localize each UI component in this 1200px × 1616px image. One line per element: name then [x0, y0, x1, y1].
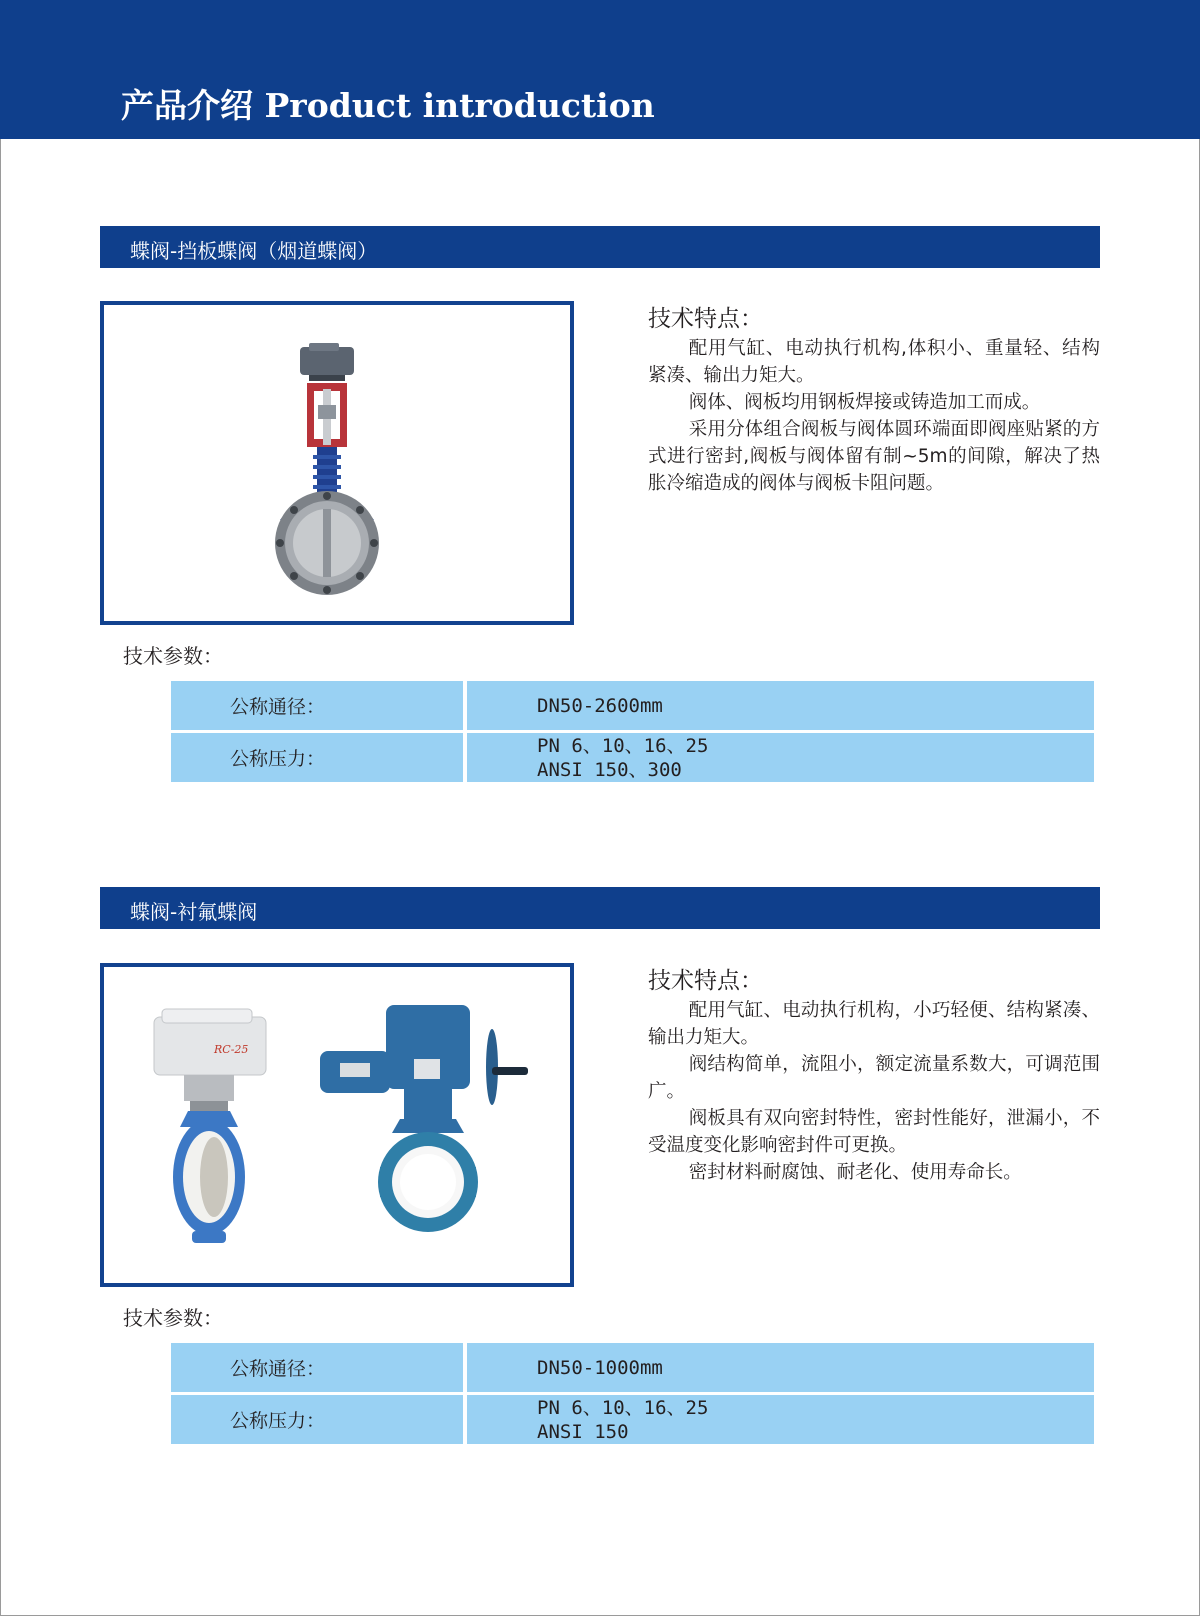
lined-butterfly-valve-image [104, 967, 570, 1283]
feature-paragraph: 阀结构简单，流阻小，额定流量系数大，可调范围广。 [648, 1054, 1100, 1102]
technical-features [648, 962, 1100, 1186]
spec-value [467, 1395, 1094, 1444]
spec-key: 公称通径： [171, 1343, 463, 1392]
spec-key: 公称压力： [171, 1395, 463, 1444]
section-title: 蝶阀-衬氟蝶阀 [130, 900, 258, 924]
spec-value-line: DN50-2600mm [537, 694, 663, 717]
page-header [0, 0, 1200, 139]
spec-row [171, 733, 1094, 782]
spec-table [171, 681, 1094, 785]
spec-table [171, 1343, 1094, 1447]
feature-paragraph: 配用气缸、电动执行机构,体积小、重量轻、结构紧凑、输出力矩大。 [648, 338, 1100, 386]
spec-row [171, 681, 1094, 730]
product-photo-frame [100, 963, 574, 1287]
spec-value-line: PN 6、10、16、25 [537, 1396, 709, 1419]
page-title: 产品介绍 Product introduction [121, 86, 655, 125]
spec-value-line: DN50-1000mm [537, 1356, 663, 1379]
params-label: 技术参数： [123, 1306, 223, 1330]
section-title-bar [100, 226, 1100, 268]
spec-key: 公称通径： [171, 681, 463, 730]
feature-paragraph: 采用分体组合阀板与阀体圆环端面即阀座贴紧的方式进行密封,阀板与阀体留有制~5m的间隙，解决了热胀冷缩造成的阀体与阀板卡阻问题。 [648, 419, 1100, 494]
section-title-bar [100, 887, 1100, 929]
white-actuator-valve [154, 1009, 266, 1243]
spec-value [467, 733, 1094, 782]
feature-paragraph: 配用气缸、电动执行机构，小巧轻便、结构紧凑、输出力矩大。 [648, 1000, 1100, 1048]
technical-features [648, 300, 1100, 497]
spec-key: 公称压力： [171, 733, 463, 782]
spec-value [467, 1343, 1094, 1392]
feature-paragraph: 阀体、阀板均用钢板焊接或铸造加工而成。 [688, 392, 1041, 413]
product-photo-frame [100, 301, 574, 625]
features-title: 技术特点： [648, 306, 763, 332]
spec-value-line: ANSI 150、300 [537, 758, 682, 781]
feature-paragraph: 密封材料耐腐蚀、耐老化、使用寿命长。 [688, 1162, 1022, 1183]
spec-row [171, 1343, 1094, 1392]
damper-butterfly-valve-image [104, 305, 570, 621]
section-title: 蝶阀-挡板蝶阀（烟道蝶阀） [130, 239, 378, 263]
feature-paragraph: 阀板具有双向密封特性，密封性能好，泄漏小，不受温度变化影响密封件可更换。 [648, 1108, 1100, 1156]
spec-value-line: ANSI 150 [537, 1420, 629, 1443]
actuator-label: RC-25 [214, 1043, 249, 1056]
spec-row [171, 1395, 1094, 1444]
params-label: 技术参数： [123, 644, 223, 668]
spec-value [467, 681, 1094, 730]
blue-actuator-valve [320, 1005, 528, 1232]
spec-value-line: PN 6、10、16、25 [537, 734, 709, 757]
actuator-body [300, 347, 354, 375]
features-title: 技术特点： [648, 968, 763, 994]
